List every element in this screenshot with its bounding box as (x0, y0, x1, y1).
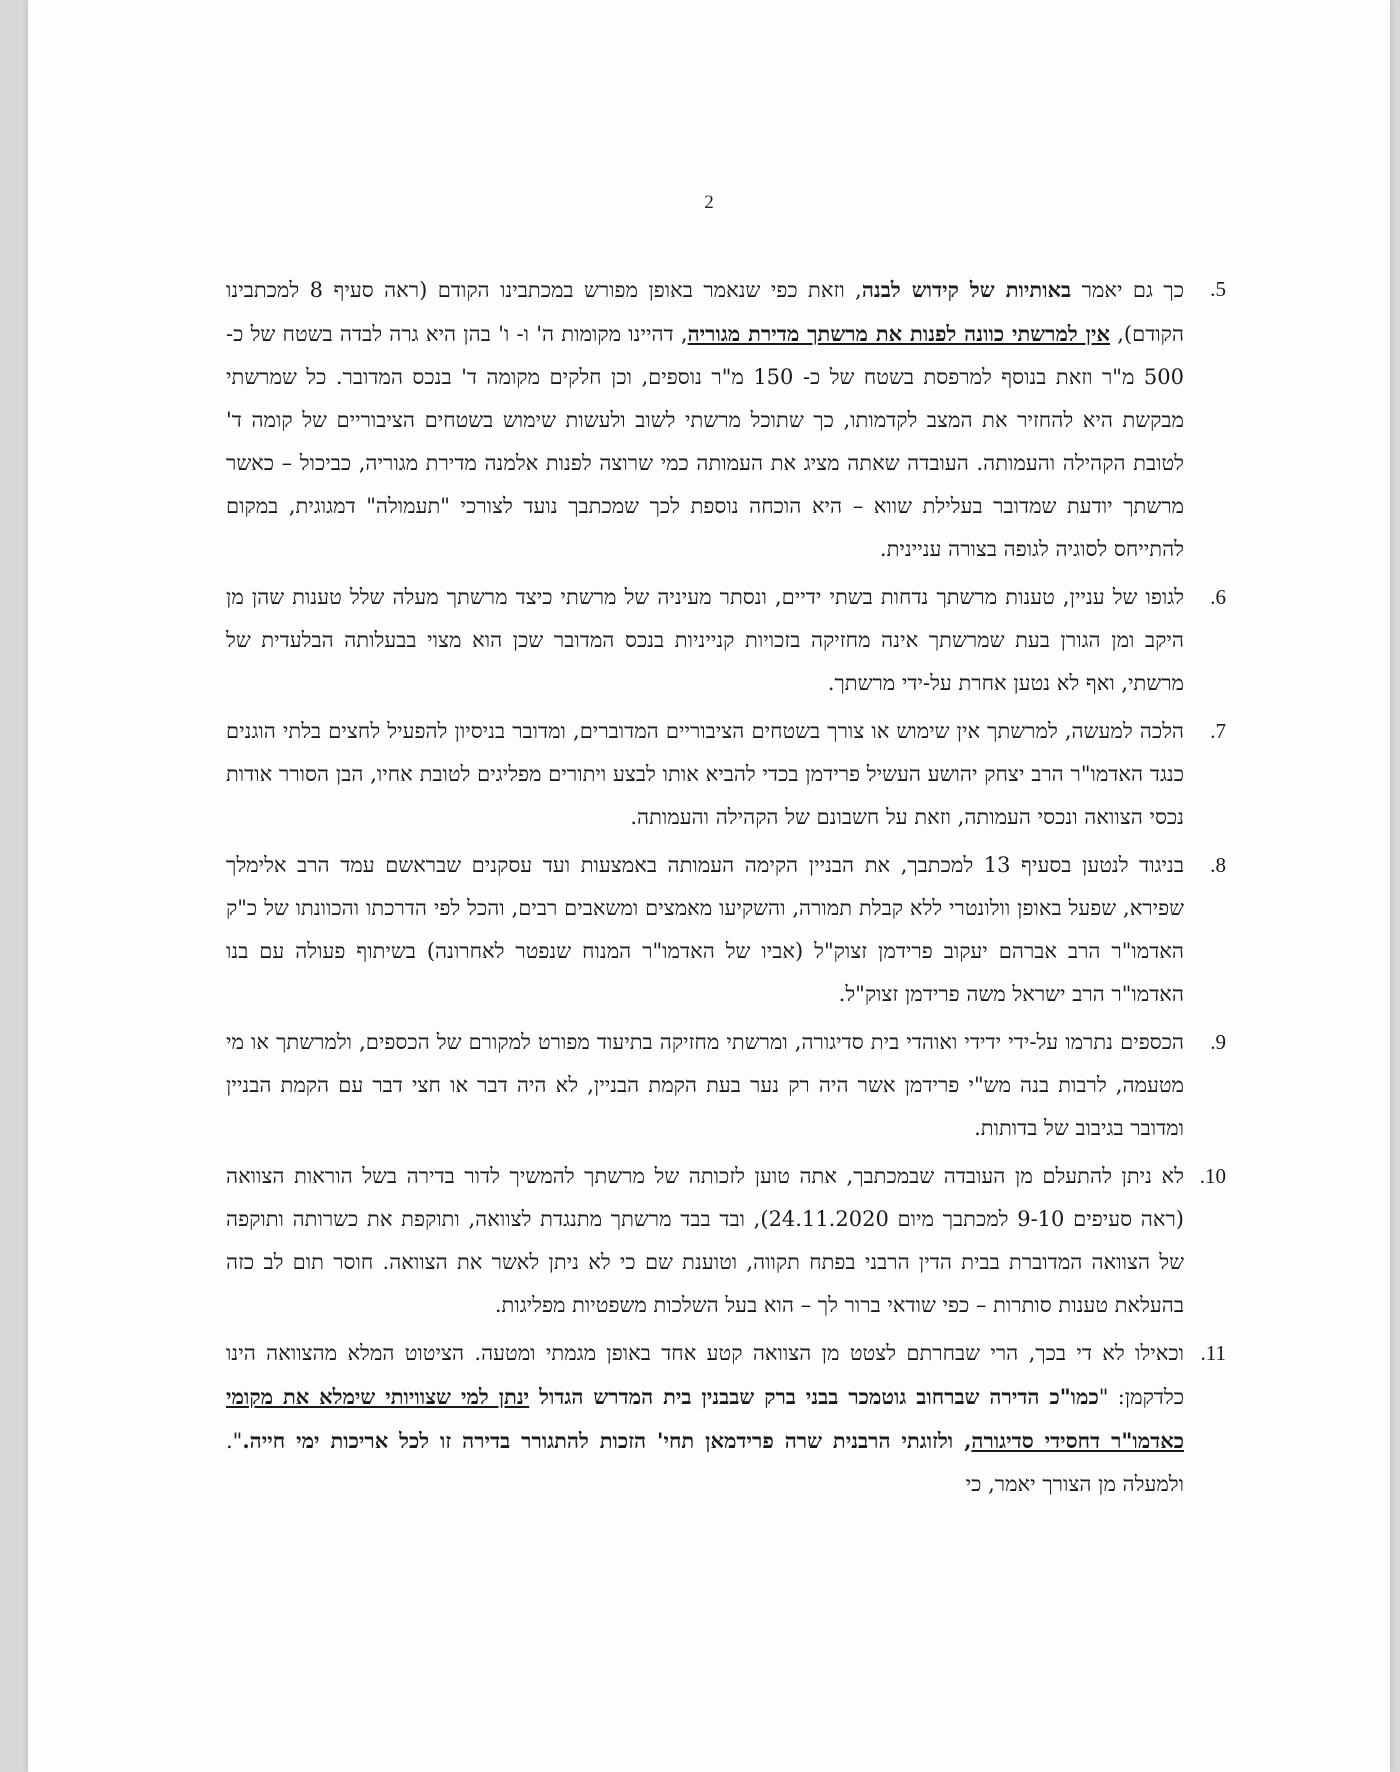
list-item (226, 844, 1226, 1016)
text-segment: , דהיינו מקומות ה' ו- ו' בהן היא גרה לבדה בשטח של כ- 500 מ"ר וזאת בנוסף למרפסת בשטח של כ- 150 מ"ר נוספים, וכן חלקים מקומה ד' בנכס המדובר. כל שמרשתי מבקשת היא להחזיר את המצב לקדמותו, כך שתוכל מרשתי לשוב ולעשות שימוש בשטחים הציבוריים של קומה ד' לטובת הקהילה והעמותה. העובדה שאתה מציג את העמותה כמי שרוצה לפנות אלמנה מדירת מגוריה, כביכול – כאשר מרשתך יודעת שמדובר בעלילת שווא – היא הוכחה נוספת לכך שמכתבך נועד לצורכי "תעמולה" דמגוגית, במקום להתייחס לסוגיה לגופה בצורה עניינית. (226, 322, 1184, 561)
item-number: 6. (1210, 585, 1226, 609)
emphasized-text: כמו"כ הדירה שברחוב גוטמכר בבני ברק שבבנין בית המדרש הגדול (529, 1384, 1099, 1409)
paragraph-text (226, 710, 1184, 839)
list-item (226, 1021, 1226, 1150)
list-item (226, 1155, 1226, 1327)
numbered-paragraph-list (226, 268, 1226, 1511)
document-page (28, 0, 1390, 1772)
text-segment: , וזאת כפי שנאמר באופן מפורש במכתבינו הקודם (ראה סעיף 8 למכתבינו הקודם), (226, 278, 1184, 346)
emphasized-text: באותיות של קידוש לבנה (861, 277, 1072, 302)
emphasized-text: ינתן למי שצוויותי שימלא את מקומי כאדמו"ר דחסידי סדיגורה (226, 1384, 1185, 1453)
text-segment: בניגוד לנטען בסעיף 13 למכתבך, את הבניין הקימה העמותה באמצעות ועד עסקנים שבראשם עמד הרב אלימלך שפירא, שפעל באופן וולונטרי ללא קבלת תמורה, והשקיעו מאמצים ומשאבים רבים, והכל לפי הדרכתו והכוונתו של כ"ק האדמו"ר הרב אברהם יעקוב פרידמן זצוק"ל (אביו של האדמו"ר המנוח שנפטר לאחרונה) בשיתוף פעולה עם בנו האדמו"ר הרב ישראל משה פרידמן זצוק"ל. (226, 853, 1184, 1006)
item-number: 9. (1210, 1030, 1226, 1054)
list-item (226, 268, 1226, 571)
paragraph-text (226, 576, 1184, 705)
list-item (226, 576, 1226, 705)
paragraph-text (226, 844, 1184, 1016)
item-number: 11. (1200, 1341, 1226, 1365)
text-segment: וכאילו לא די בכך, הרי שבחרתם לצטט מן הצוואה קטע אחד באופן מגמתי ומטעה. הציטוט המלא מהצוואה הינו כלדקמן: " (226, 1341, 1184, 1409)
text-segment: ". ולמעלה מן הצורך יאמר, כי (226, 1429, 1184, 1496)
text-segment: הכספים נתרמו על-ידי ידידי ואוהדי בית סדיגורה, ומרשתי מחזיקה בתיעוד מפורט למקורם של הכספים, ולמרשתך או מי מטעמה, לרבות בנה מש"י פרידמן אשר היה רק נער בעת הקמת הבניין, לא היה דבר או חצי דבר עם הקמת הבניין ומדובר בגיבוב של בדותות. (226, 1030, 1184, 1140)
item-number: 5. (1210, 277, 1226, 301)
paragraph-text (226, 1332, 1184, 1506)
text-segment: לא ניתן להתעלם מן העובדה שבמכתבך, אתה טוען לזכותה של מרשתך להמשיך לדור בדירה בשל הוראות הצוואה (ראה סעיפים 9-10 למכתבך מיום 24.11.2020), ובד בבד מרשתך מתנגדת לצוואה, ותוקפת את כשרותה ותוקפה של הצוואה המדוברת בבית הדין הרבני בפתח תקווה, וטוענת שם כי לא ניתן לאשר את הצוואה. חוסר תום לב כזה בהעלאת טענות סותרות – כפי שודאי ברור לך – הוא בעל השלכות משפטיות מפליגות. (226, 1164, 1185, 1317)
text-segment: הלכה למעשה, למרשתך אין שימוש או צורך בשטחים הציבוריים המדוברים, ומדובר בניסיון להפעיל לחצים בלתי הוגנים כנגד האדמו"ר הרב יצחק יהושע העשיל פרידמן בכדי להביא אותו לבצע ויתורים מפליגים לטובת אחיו, הבן הסורר אודות נכסי הצוואה ונכסי העמותה, וזאת על חשבונם של הקהילה והעמותה. (226, 719, 1184, 829)
text-segment: כך גם יאמר (1071, 278, 1184, 302)
list-item (226, 710, 1226, 839)
item-number: 10. (1199, 1164, 1226, 1188)
emphasized-text: אין למרשתי כוונה לפנות את מרשתך מדירת מגוריה (687, 321, 1110, 346)
paragraph-text (226, 1155, 1184, 1327)
item-number: 8. (1210, 853, 1226, 877)
page-number: 2 (704, 192, 714, 213)
item-number: 7. (1210, 719, 1226, 743)
emphasized-text: , ולזוגתי הרבנית שרה פרידמאן תחי' הזכות להתגורר בדירה זו לכל אריכות ימי חייה. (242, 1428, 972, 1453)
list-item (226, 1332, 1226, 1506)
text-segment: לגופו של עניין, טענות מרשתך נדחות בשתי ידיים, ונסתר מעיניה של מרשתי כיצד מרשתך מעלה שלל טענות שהן מן היקב ומן הגורן בעת שמרשתך אינה מחזיקה בזכויות קנייניות בנכס המדובר שכן הוא מצוי בבעלותה הבלעדית של מרשתי, ואף לא נטען אחרת על-ידי מרשתך. (226, 585, 1184, 695)
paragraph-text (226, 1021, 1184, 1150)
paragraph-text (226, 268, 1184, 571)
